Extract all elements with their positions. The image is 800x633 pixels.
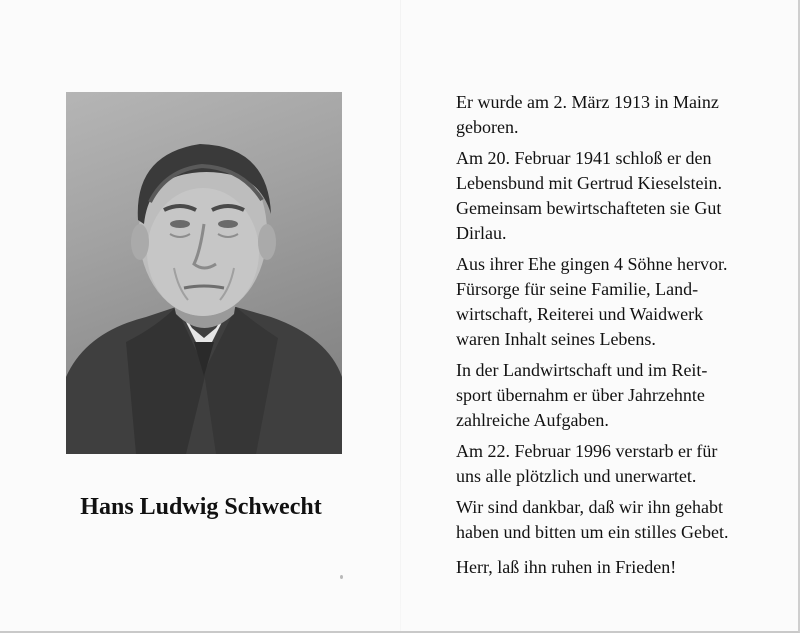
text-line: Dirlau.	[456, 223, 507, 243]
paragraph-birth	[456, 90, 768, 140]
paragraph-gratitude	[456, 495, 768, 545]
text-line: Wir sind dankbar, daß wir ihn gehabt	[456, 497, 723, 517]
text-line: Lebensbund mit Gertrud Kieselstein.	[456, 173, 722, 193]
text-line: Am 22. Februar 1996 verstarb er für	[456, 441, 718, 461]
text-line: haben und bitten um ein stilles Gebet.	[456, 522, 729, 542]
card-fold	[400, 0, 401, 631]
text-line: uns alle plötzlich und unerwartet.	[456, 466, 697, 486]
text-line: Herr, laß ihn ruhen in Frieden!	[456, 557, 677, 577]
closing-prayer	[456, 555, 768, 580]
biography-text	[456, 90, 768, 586]
paragraph-death	[456, 439, 768, 489]
text-line: Er wurde am 2. März 1913 in Mainz	[456, 92, 719, 112]
text-line: In der Landwirtschaft und im Reit-	[456, 360, 708, 380]
text-line: sport übernahm er über Jahrzehnte	[456, 385, 705, 405]
deceased-name: Hans Ludwig Schwecht	[80, 494, 322, 520]
text-line: waren Inhalt seines Lebens.	[456, 329, 656, 349]
paragraph-work	[456, 358, 768, 433]
text-line: wirtschaft, Reiterei und Waidwerk	[456, 304, 704, 324]
portrait-photo	[66, 92, 342, 454]
text-line: Aus ihrer Ehe gingen 4 Söhne hervor.	[456, 254, 728, 274]
text-line: zahlreiche Aufgaben.	[456, 410, 609, 430]
paragraph-marriage	[456, 146, 768, 246]
text-line: Gemeinsam bewirtschafteten sie Gut	[456, 198, 722, 218]
text-line: Fürsorge für seine Familie, Land-	[456, 279, 699, 299]
portrait-illustration	[66, 92, 342, 454]
text-line: geboren.	[456, 117, 519, 137]
paragraph-family	[456, 252, 768, 352]
paper-speck	[340, 575, 343, 579]
text-line: Am 20. Februar 1941 schloß er den	[456, 148, 712, 168]
